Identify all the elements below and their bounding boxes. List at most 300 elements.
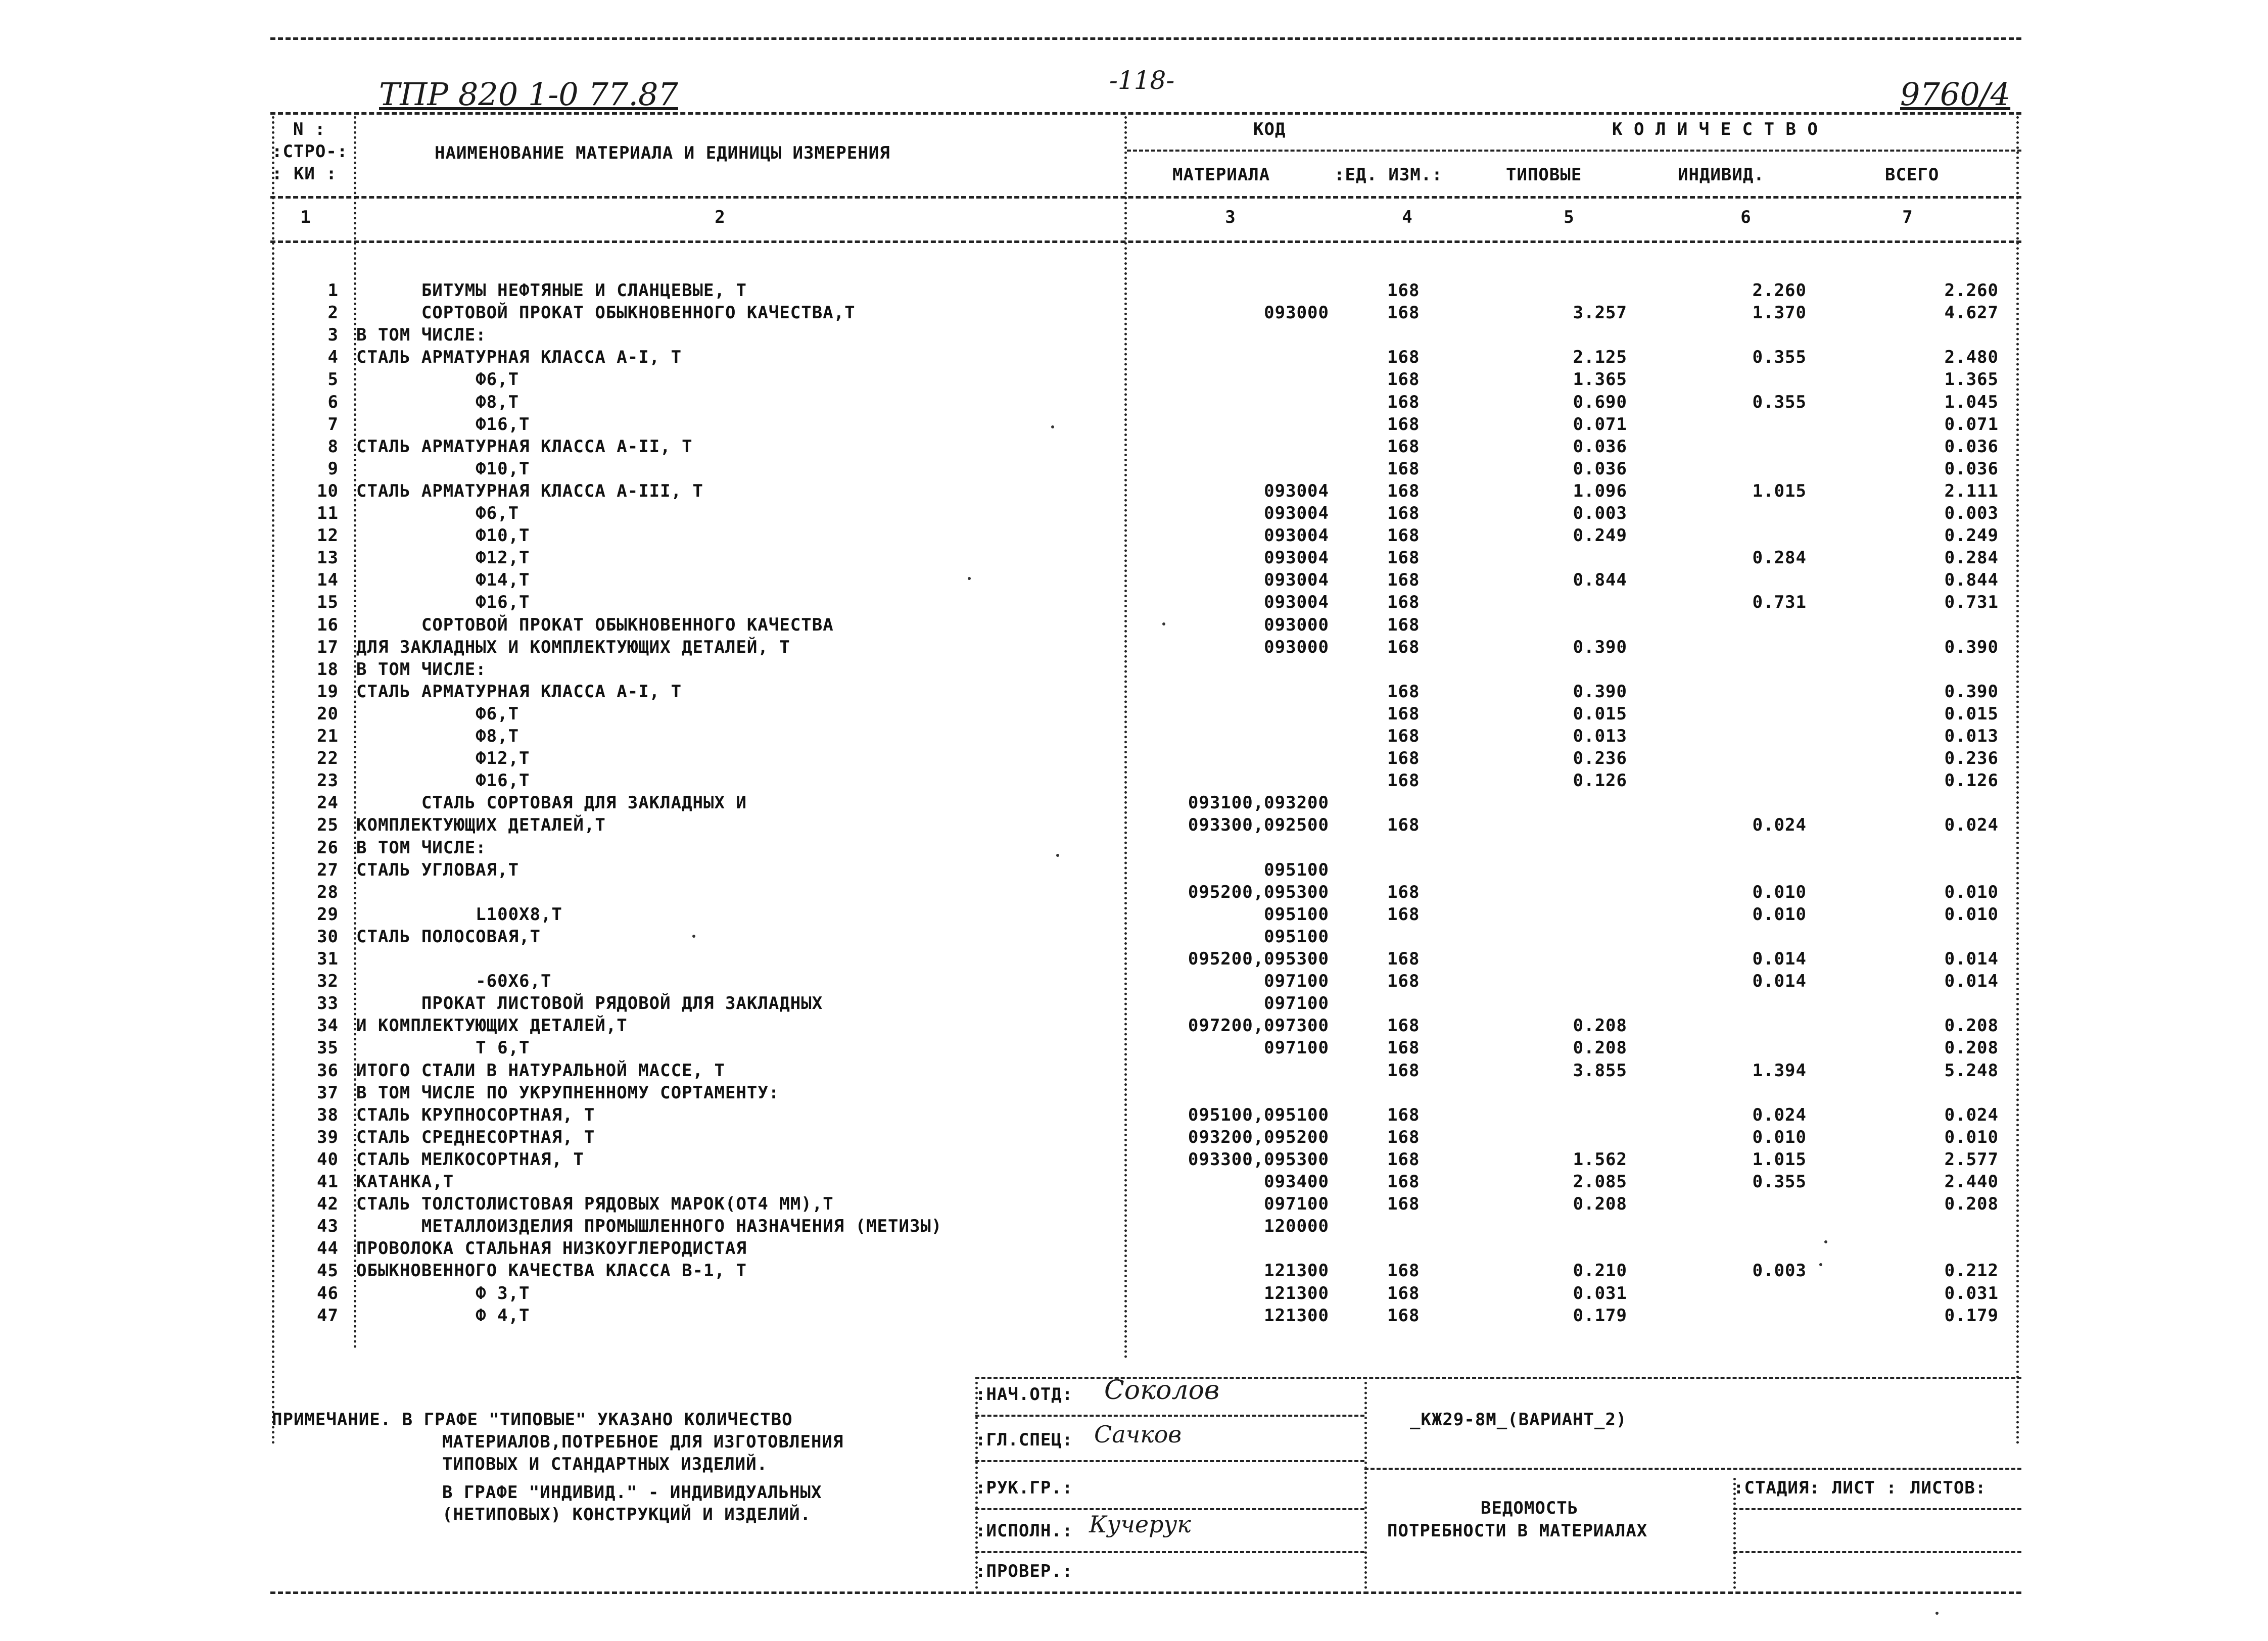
row-unit-code: 168 [1387,459,1420,479]
row-individual-qty: 0.024 [1752,815,1807,835]
row-number: 24 [317,793,339,813]
row-total-qty: 0.003 [1944,503,1999,523]
index-rule [270,240,2021,243]
row-number: 35 [317,1038,339,1058]
row-total-qty: 0.208 [1944,1194,1999,1214]
row-typical-qty: 0.071 [1573,414,1627,435]
row-individual-qty: 0.731 [1752,592,1807,612]
col-qty-header: К О Л И Ч Е С Т В О [1612,119,1818,139]
row-name: Ф10,Т [356,459,530,479]
row-name: Т 6,Т [356,1038,530,1058]
row-typical-qty: 0.179 [1573,1306,1627,1326]
scan-speck [1051,425,1054,428]
row-name: Ф8,Т [356,726,519,746]
row-material-code: 121300 [1264,1283,1329,1304]
row-name: Ф10,Т [356,525,530,546]
col-name-header: НАИМЕНОВАНИЕ МАТЕРИАЛА И ЕДИНИЦЫ ИЗМЕРЕНИЯ [435,143,890,163]
row-individual-qty: 0.014 [1752,971,1807,991]
row-unit-code: 168 [1387,882,1420,902]
row-typical-qty: 0.031 [1573,1283,1627,1304]
row-material-code: 095200,095300 [1188,949,1329,969]
right-border [2016,116,2019,1445]
row-typical-qty: 0.249 [1573,525,1627,546]
row-total-qty: 0.236 [1944,748,1999,768]
row-total-qty: 0.844 [1944,570,1999,590]
row-name: СТАЛЬ СРЕДНЕСОРТНАЯ, Т [356,1127,595,1147]
scan-speck [692,935,695,938]
row-name: Ф 4,Т [356,1306,530,1326]
row-number: 40 [317,1149,339,1170]
row-number: 17 [317,637,339,657]
project-code: _КЖ29-8М_(ВАРИАНТ_2) [1410,1410,1627,1430]
row-material-code: 093004 [1264,548,1329,568]
row-material-code: 093004 [1264,481,1329,501]
row-typical-qty: 0.210 [1573,1261,1627,1281]
row-number: 6 [327,392,339,412]
row-typical-qty: 3.257 [1573,303,1627,323]
row-typical-qty: 1.096 [1573,481,1627,501]
title-rule-7 [1733,1551,2021,1553]
row-total-qty: 0.015 [1944,704,1999,724]
row-individual-qty: 0.010 [1752,1127,1807,1147]
col-individual-header: ИНДИВИД. [1678,165,1765,185]
row-number: 10 [317,481,339,501]
row-name: СТАЛЬ АРМАТУРНАЯ КЛАССА А-III, Т [356,481,704,501]
row-total-qty: 0.390 [1944,682,1999,702]
row-total-qty: 0.014 [1944,971,1999,991]
row-total-qty: 0.031 [1944,1283,1999,1304]
row-number: 5 [327,369,339,390]
separator-name [1124,116,1127,1359]
row-name: КАТАНКА,Т [356,1172,454,1192]
row-unit-code: 168 [1387,815,1420,835]
top-rule [270,37,2021,40]
row-unit-code: 168 [1387,392,1420,412]
col-index-7: 7 [1902,207,1913,227]
doc-title-line-1: ВЕДОМОСТЬ [1481,1498,1579,1518]
scan-speck [1056,854,1059,857]
row-typical-qty: 0.236 [1573,748,1627,768]
row-total-qty: 4.627 [1944,303,1999,323]
scan-speck [1162,622,1165,625]
row-individual-qty: 0.284 [1752,548,1807,568]
row-individual-qty: 0.355 [1752,392,1807,412]
col-n-line2: :СТРО-: [272,141,348,162]
row-material-code: 093300,092500 [1188,815,1329,835]
row-material-code: 121300 [1264,1261,1329,1281]
row-unit-code: 168 [1387,1283,1420,1304]
row-unit-code: 168 [1387,570,1420,590]
row-unit-code: 168 [1387,1194,1420,1214]
row-number: 42 [317,1194,339,1214]
row-unit-code: 168 [1387,548,1420,568]
row-number: 3 [327,325,339,345]
row-total-qty: 5.248 [1944,1060,1999,1081]
row-name: Ф6,Т [356,704,519,724]
row-name: СОРТОВОЙ ПРОКАТ ОБЫКНОВЕННОГО КАЧЕСТВА [356,615,834,635]
row-unit-code: 168 [1387,280,1420,301]
row-name: L100X8,Т [356,904,562,925]
title-rule-5 [1364,1468,2021,1470]
col-index-2: 2 [715,207,726,227]
row-total-qty: 2.440 [1944,1172,1999,1192]
row-total-qty: 2.480 [1944,347,1999,367]
row-unit-code: 168 [1387,437,1420,457]
row-number: 41 [317,1172,339,1192]
col-index-5: 5 [1564,207,1575,227]
role-checker: :ПРОВЕР.: [975,1561,1073,1581]
row-number: 11 [317,503,339,523]
row-material-code: 093004 [1264,503,1329,523]
row-number: 8 [327,437,339,457]
row-typical-qty: 1.562 [1573,1149,1627,1170]
row-name: КОМПЛЕКТУЮЩИХ ДЕТАЛЕЙ,Т [356,815,606,835]
row-unit-code: 168 [1387,1060,1420,1081]
row-individual-qty: 1.015 [1752,1149,1807,1170]
row-total-qty: 0.126 [1944,770,1999,791]
scan-speck [968,577,971,580]
row-material-code: 093000 [1264,615,1329,635]
row-typical-qty: 1.365 [1573,369,1627,390]
signature-head-of-dept: Соколов [1104,1375,1220,1406]
row-number: 14 [317,570,339,590]
row-name: Ф12,Т [356,748,530,768]
row-total-qty: 0.010 [1944,1127,1999,1147]
scan-speck [1935,1612,1939,1615]
row-name: СТАЛЬ АРМАТУРНАЯ КЛАССА А-II, Т [356,437,693,457]
row-unit-code: 168 [1387,414,1420,435]
row-typical-qty: 0.390 [1573,682,1627,702]
row-typical-qty: 0.208 [1573,1016,1627,1036]
row-individual-qty: 0.355 [1752,1172,1807,1192]
scan-speck [1819,1263,1822,1266]
row-individual-qty: 0.010 [1752,882,1807,902]
row-total-qty: 0.208 [1944,1038,1999,1058]
row-name: Ф16,Т [356,414,530,435]
row-unit-code: 168 [1387,525,1420,546]
row-material-code: 093100,093200 [1188,793,1329,813]
row-name: И КОМПЛЕКТУЮЩИХ ДЕТАЛЕЙ,Т [356,1016,628,1036]
row-typical-qty: 0.036 [1573,459,1627,479]
row-material-code: 121300 [1264,1306,1329,1326]
row-total-qty: 0.212 [1944,1261,1999,1281]
row-name: СТАЛЬ КРУПНОСОРТНАЯ, Т [356,1105,595,1125]
row-number: 16 [317,615,339,635]
row-name: СОРТОВОЙ ПРОКАТ ОБЫКНОВЕННОГО КАЧЕСТВА,Т [356,303,856,323]
row-material-code: 097200,097300 [1188,1016,1329,1036]
row-unit-code: 168 [1387,704,1420,724]
row-material-code: 097100 [1264,971,1329,991]
row-number: 20 [317,704,339,724]
row-number: 12 [317,525,339,546]
note-line-1: ПРИМЕЧАНИЕ. В ГРАФЕ "ТИПОВЫЕ" УКАЗАНО КОЛИЧЕСТВО [272,1410,793,1430]
row-typical-qty: 0.126 [1573,770,1627,791]
row-unit-code: 168 [1387,748,1420,768]
row-material-code: 093004 [1264,525,1329,546]
bottom-rule [270,1591,2021,1594]
row-unit-code: 168 [1387,1105,1420,1125]
row-number: 33 [317,993,339,1013]
row-material-code: 093004 [1264,592,1329,612]
row-number: 2 [327,303,339,323]
row-material-code: 095100 [1264,904,1329,925]
row-unit-code: 168 [1387,1172,1420,1192]
row-total-qty: 0.024 [1944,815,1999,835]
row-number: 32 [317,971,339,991]
row-material-code: 093400 [1264,1172,1329,1192]
row-total-qty: 0.179 [1944,1306,1999,1326]
col-index-4: 4 [1402,207,1413,227]
row-name: ПРОВОЛОКА СТАЛЬНАЯ НИЗКОУГЛЕРОДИСТАЯ [356,1238,747,1259]
row-name: СТАЛЬ МЕЛКОСОРТНАЯ, Т [356,1149,584,1170]
title-rule-4 [975,1551,1364,1553]
row-typical-qty: 3.855 [1573,1060,1627,1081]
note-line-3: ТИПОВЫХ И СТАНДАРТНЫХ ИЗДЕЛИЙ. [442,1454,768,1474]
role-head-of-dept: :НАЧ.ОТД: [975,1384,1073,1405]
row-number: 13 [317,548,339,568]
row-individual-qty: 2.260 [1752,280,1807,301]
row-name: БИТУМЫ НЕФТЯНЫЕ И СЛАНЦЕВЫЕ, Т [356,280,747,301]
row-name: В ТОМ ЧИСЛЕ: [356,659,487,680]
row-individual-qty: 0.010 [1752,904,1807,925]
row-name: Ф16,Т [356,592,530,612]
row-number: 45 [317,1261,339,1281]
row-material-code: 093000 [1264,303,1329,323]
row-total-qty: 0.036 [1944,437,1999,457]
left-border [272,116,274,1445]
row-total-qty: 0.249 [1944,525,1999,546]
row-typical-qty: 0.003 [1573,503,1627,523]
row-material-code: 097100 [1264,1038,1329,1058]
signature-executor: Кучерук [1089,1511,1191,1538]
row-unit-code: 168 [1387,1016,1420,1036]
row-typical-qty: 0.208 [1573,1038,1627,1058]
row-individual-qty: 1.370 [1752,303,1807,323]
row-material-code: 093000 [1264,637,1329,657]
row-total-qty: 0.731 [1944,592,1999,612]
row-typical-qty: 0.036 [1573,437,1627,457]
row-number: 47 [317,1306,339,1326]
row-unit-code: 168 [1387,347,1420,367]
row-unit-code: 168 [1387,726,1420,746]
row-name: СТАЛЬ УГЛОВАЯ,Т [356,860,519,880]
header-rule [270,112,2021,115]
row-total-qty: 1.045 [1944,392,1999,412]
row-unit-code: 168 [1387,949,1420,969]
stamp-number: 9760/4 [1900,76,2011,113]
row-name: Ф6,Т [356,369,519,390]
row-total-qty: 0.208 [1944,1016,1999,1036]
note-line-2: МАТЕРИАЛОВ,ПОТРЕБНОЕ ДЛЯ ИЗГОТОВЛЕНИЯ [442,1432,844,1452]
row-typical-qty: 0.690 [1573,392,1627,412]
row-individual-qty: 1.394 [1752,1060,1807,1081]
row-material-code: 093004 [1264,570,1329,590]
signature-chief-specialist: Сачков [1094,1421,1182,1448]
doc-code: ТПР 820 1-0 77.87 [379,76,678,113]
row-material-code: 120000 [1264,1216,1329,1236]
col-typical-header: ТИПОВЫЕ [1506,165,1582,185]
row-total-qty: 0.024 [1944,1105,1999,1125]
row-number: 34 [317,1016,339,1036]
row-typical-qty: 0.015 [1573,704,1627,724]
row-unit-code: 168 [1387,770,1420,791]
note-line-5: (НЕТИПОВЫХ) КОНСТРУКЦИЙ И ИЗДЕЛИЙ. [442,1505,811,1525]
row-unit-code: 168 [1387,971,1420,991]
row-total-qty: 2.111 [1944,481,1999,501]
row-total-qty: 0.284 [1944,548,1999,568]
row-number: 18 [317,659,339,680]
row-unit-code: 168 [1387,303,1420,323]
col-index-6: 6 [1740,207,1752,227]
doc-title-line-2: ПОТРЕБНОСТИ В МАТЕРИАЛАХ [1387,1521,1648,1541]
row-name: СТАЛЬ ПОЛОСОВАЯ,Т [356,927,541,947]
row-number: 9 [327,459,339,479]
row-unit-code: 168 [1387,904,1420,925]
row-material-code: 093300,095300 [1188,1149,1329,1170]
row-typical-qty: 0.208 [1573,1194,1627,1214]
row-name: Ф12,Т [356,548,530,568]
row-typical-qty: 2.085 [1573,1172,1627,1192]
row-name: -60X6,Т [356,971,552,991]
row-name: В ТОМ ЧИСЛЕ: [356,838,487,858]
row-total-qty: 2.260 [1944,280,1999,301]
row-name: СТАЛЬ ТОЛСТОЛИСТОВАЯ РЯДОВЫХ МАРОК(ОТ4 ММ),Т [356,1194,834,1214]
role-group-leader: :РУК.ГР.: [975,1478,1073,1498]
row-number: 43 [317,1216,339,1236]
row-total-qty: 0.390 [1944,637,1999,657]
row-name: ПРОКАТ ЛИСТОВОЙ РЯДОВОЙ ДЛЯ ЗАКЛАДНЫХ [356,993,823,1013]
row-number: 25 [317,815,339,835]
row-name: Ф8,Т [356,392,519,412]
row-number: 46 [317,1283,339,1304]
page-number: -118- [1109,66,1175,95]
row-name: В ТОМ ЧИСЛЕ ПО УКРУПНЕННОМУ СОРТАМЕНТУ: [356,1083,780,1103]
row-number: 22 [317,748,339,768]
row-name: ДЛЯ ЗАКЛАДНЫХ И КОМПЛЕКТУЮЩИХ ДЕТАЛЕЙ, Т [356,637,790,657]
row-number: 28 [317,882,339,902]
role-chief-specialist: :ГЛ.СПЕЦ: [975,1430,1073,1450]
row-number: 37 [317,1083,339,1103]
row-name: СТАЛЬ АРМАТУРНАЯ КЛАССА А-I, Т [356,682,682,702]
row-name: СТАЛЬ АРМАТУРНАЯ КЛАССА А-I, Т [356,347,682,367]
role-executor: :ИСПОЛН.: [975,1521,1073,1541]
col-material-header: МАТЕРИАЛА [1172,165,1270,185]
row-number: 31 [317,949,339,969]
row-unit-code: 168 [1387,369,1420,390]
row-number: 26 [317,838,339,858]
row-name: Ф14,Т [356,570,530,590]
title-rule-3 [975,1508,1364,1510]
row-number: 1 [327,280,339,301]
row-number: 4 [327,347,339,367]
row-material-code: 097100 [1264,1194,1329,1214]
row-total-qty: 0.013 [1944,726,1999,746]
row-material-code: 095100,095100 [1188,1105,1329,1125]
row-material-code: 093200,095200 [1188,1127,1329,1147]
row-total-qty: 0.010 [1944,882,1999,902]
row-unit-code: 168 [1387,1127,1420,1147]
col-n-line3: : КИ : [272,164,337,184]
row-material-code: 095100 [1264,927,1329,947]
row-name: Ф6,Т [356,503,519,523]
row-number: 36 [317,1060,339,1081]
row-unit-code: 168 [1387,503,1420,523]
title-rule-6 [1733,1508,2021,1510]
row-individual-qty: 0.024 [1752,1105,1807,1125]
row-total-qty: 0.010 [1944,904,1999,925]
row-unit-code: 168 [1387,1149,1420,1170]
row-typical-qty: 0.390 [1573,637,1627,657]
row-total-qty: 1.365 [1944,369,1999,390]
scan-speck [1824,1240,1827,1243]
row-total-qty: 0.014 [1944,949,1999,969]
row-individual-qty: 1.015 [1752,481,1807,501]
sheet-label: ЛИСТ : [1832,1478,1897,1498]
row-name: МЕТАЛЛОИЗДЕЛИЯ ПРОМЫШЛЕННОГО НАЗНАЧЕНИЯ (МЕТИЗЫ) [356,1216,942,1236]
row-unit-code: 168 [1387,1306,1420,1326]
row-total-qty: 0.071 [1944,414,1999,435]
title-rule-1 [975,1415,1364,1417]
row-name: В ТОМ ЧИСЛЕ: [356,325,487,345]
row-material-code: 095100 [1264,860,1329,880]
row-name: СТАЛЬ СОРТОВАЯ ДЛЯ ЗАКЛАДНЫХ И [356,793,747,813]
row-number: 29 [317,904,339,925]
row-number: 15 [317,592,339,612]
row-material-code: 095200,095300 [1188,882,1329,902]
row-number: 38 [317,1105,339,1125]
row-unit-code: 168 [1387,592,1420,612]
row-number: 44 [317,1238,339,1259]
note-line-4: В ГРАФЕ "ИНДИВИД." - ИНДИВИДУАЛЬНЫХ [442,1482,822,1503]
title-rule-2 [975,1460,1364,1462]
stage-label: :СТАДИЯ: [1733,1478,1820,1498]
row-name: ИТОГО СТАЛИ В НАТУРАЛЬНОЙ МАССЕ, Т [356,1060,725,1081]
row-unit-code: 168 [1387,1261,1420,1281]
row-number: 21 [317,726,339,746]
row-number: 19 [317,682,339,702]
col-unit-header: :ЕД. ИЗМ.: [1334,165,1443,185]
header-bottom-rule [270,196,2021,199]
row-unit-code: 168 [1387,481,1420,501]
row-typical-qty: 0.844 [1573,570,1627,590]
row-total-qty: 0.036 [1944,459,1999,479]
row-name: Ф16,Т [356,770,530,791]
col-code-header: КОД [1253,119,1286,139]
row-individual-qty: 0.355 [1752,347,1807,367]
row-total-qty: 2.577 [1944,1149,1999,1170]
row-number: 39 [317,1127,339,1147]
col-index-3: 3 [1225,207,1236,227]
row-unit-code: 168 [1387,682,1420,702]
row-number: 27 [317,860,339,880]
row-name: ОБЫКНОВЕННОГО КАЧЕСТВА КЛАССА В-1, Т [356,1261,747,1281]
header-subrule [1127,150,2021,152]
row-unit-code: 168 [1387,637,1420,657]
row-individual-qty: 0.003 [1752,1261,1807,1281]
row-material-code: 097100 [1264,993,1329,1013]
row-name: Ф 3,Т [356,1283,530,1304]
col-n-line1: N : [293,119,326,139]
row-typical-qty: 0.013 [1573,726,1627,746]
row-unit-code: 168 [1387,1038,1420,1058]
row-number: 30 [317,927,339,947]
row-number: 23 [317,770,339,791]
row-number: 7 [327,414,339,435]
row-individual-qty: 0.014 [1752,949,1807,969]
sheets-label: ЛИСТОВ: [1910,1478,1987,1498]
row-typical-qty: 2.125 [1573,347,1627,367]
title-block-mid-border [1364,1377,1367,1589]
